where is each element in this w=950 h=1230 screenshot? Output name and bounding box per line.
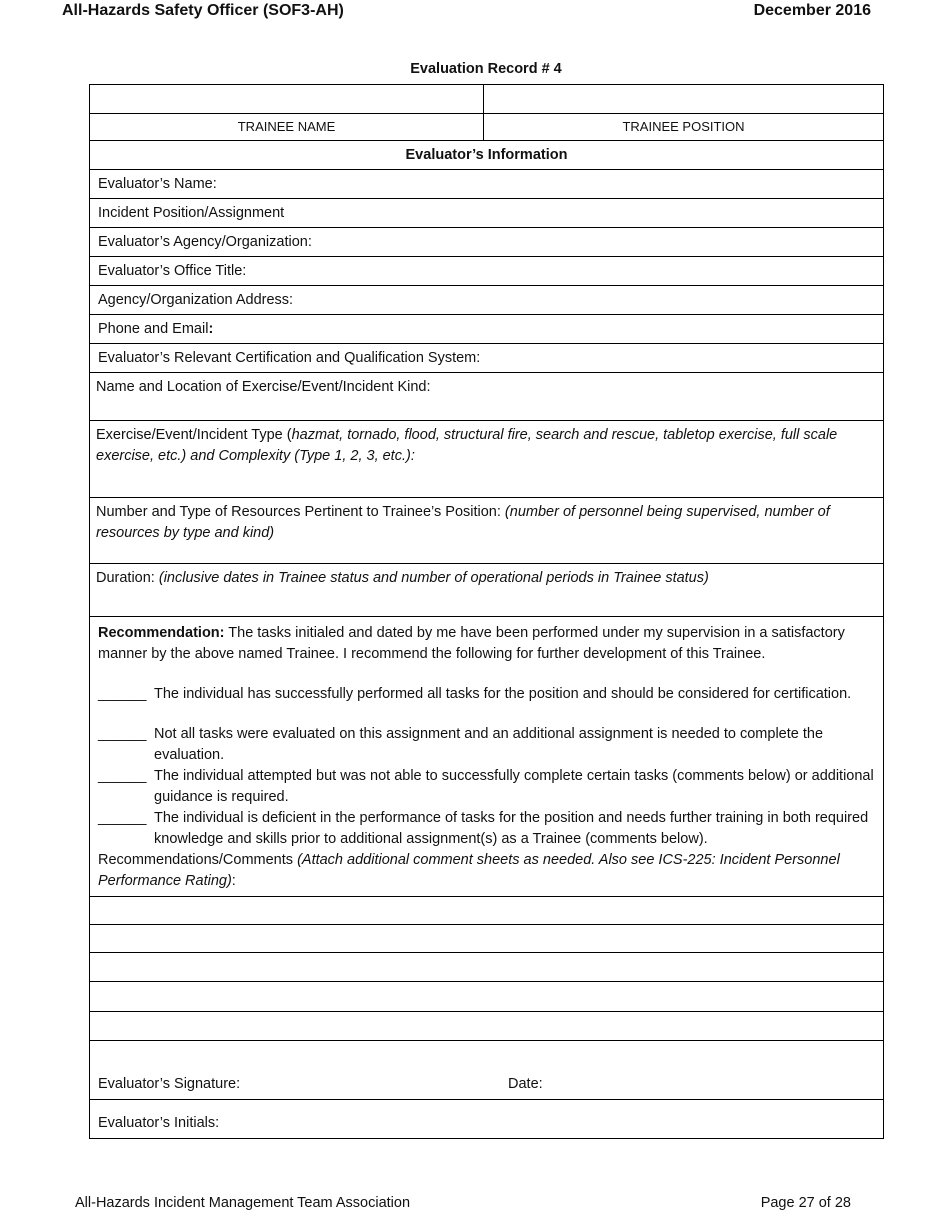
recommendation-option-1[interactable] (98, 684, 875, 705)
footer-organization: All-Hazards Incident Management Team Association (75, 1195, 411, 1211)
evaluator-office-title-field[interactable]: Evaluator’s Office Title: (90, 257, 884, 286)
event-recommendation-table (89, 372, 884, 1139)
event-type-label: Exercise/Event/Incident Type ( (96, 427, 292, 443)
option-text: The individual is deficient in the performance of tasks for the position and needs further training in both required knowledge and skills prior to additional assignment(s) as a Trainee (comments below). (154, 810, 869, 847)
trainee-position-field[interactable] (484, 85, 884, 114)
duration-label: Duration: (96, 570, 159, 586)
resources-hint: (number of personnel being supervised, number of resources by type and kind) (96, 504, 830, 541)
incident-position-field[interactable]: Incident Position/Assignment (90, 199, 884, 228)
option-blank[interactable]: ______ (98, 686, 147, 702)
comment-line-4[interactable] (90, 982, 884, 1012)
header-date: December 2016 (753, 2, 871, 19)
option-blank[interactable]: ______ (98, 726, 147, 742)
recommendation-block (90, 617, 884, 897)
recommendation-label: Recommendation: (98, 625, 225, 641)
option-text: The individual has successfully performed all tasks for the position and should be considered for certification. (154, 686, 852, 702)
phone-email-colon: : (208, 321, 214, 337)
comments-hint: (Attach additional comment sheets as needed. Also see ICS-225: Incident Personnel Performance Rating) (98, 852, 840, 889)
option-text: Not all tasks were evaluated on this assignment and an additional assignment is needed to complete the evaluation. (154, 726, 824, 763)
date-label: Date: (508, 1076, 543, 1092)
trainee-position-label: TRAINEE POSITION (484, 114, 884, 141)
evaluator-info-table (89, 84, 884, 373)
trainee-name-label: TRAINEE NAME (90, 114, 484, 141)
recommendation-option-4[interactable] (98, 808, 875, 850)
phone-email-field[interactable] (90, 315, 884, 344)
page-title: Evaluation Record # 4 (410, 61, 562, 77)
comment-line-3[interactable] (90, 953, 884, 982)
evaluator-info-heading: Evaluator’s Information (90, 141, 884, 170)
footer-page-number: Page 27 of 28 (760, 1195, 851, 1211)
signature-row[interactable] (90, 1041, 884, 1100)
phone-email-label: Phone and Email (98, 321, 209, 337)
option-blank[interactable]: ______ (98, 768, 147, 784)
event-name-location-field[interactable] (90, 373, 884, 421)
trainee-name-field[interactable] (90, 85, 484, 114)
option-text: The individual attempted but was not able to successfully complete certain tasks (comments below) or additional guidance is required. (154, 768, 874, 805)
agency-address-field[interactable]: Agency/Organization Address: (90, 286, 884, 315)
signature-label: Evaluator’s Signature: (98, 1076, 241, 1092)
initials-row[interactable] (90, 1100, 884, 1139)
recommendation-option-3[interactable] (98, 766, 875, 808)
comment-line-5[interactable] (90, 1012, 884, 1041)
evaluator-name-field[interactable]: Evaluator’s Name: (90, 170, 884, 199)
event-name-location-label: Name and Location of Exercise/Event/Incident Kind: (96, 379, 431, 395)
duration-field[interactable] (90, 564, 884, 617)
event-type-hint: hazmat, tornado, flood, structural fire, search and rescue, tabletop exercise, full scale exercise, etc.) and Complexity (Type 1, 2, 3, etc.): (96, 427, 838, 464)
comment-line-2[interactable] (90, 925, 884, 953)
recommendation-text: The tasks initialed and dated by me have been performed under my supervision in a satisfactory manner by the above named Trainee. I recommend the following for further development of this Trainee. (98, 625, 845, 662)
resources-field[interactable] (90, 498, 884, 564)
header-document-title: All-Hazards Safety Officer (SOF3-AH) (62, 2, 344, 19)
duration-hint: (inclusive dates in Trainee status and number of operational periods in Trainee status) (158, 570, 709, 586)
event-type-field[interactable] (90, 421, 884, 498)
comments-label: Recommendations/Comments (98, 852, 298, 868)
comment-line-1[interactable] (90, 897, 884, 925)
certification-system-field[interactable]: Evaluator’s Relevant Certification and Qualification System: (90, 344, 884, 373)
recommendation-option-2[interactable] (98, 724, 875, 766)
initials-label: Evaluator’s Initials: (98, 1115, 220, 1131)
option-blank[interactable]: ______ (98, 810, 147, 826)
resources-label: Number and Type of Resources Pertinent to Trainee’s Position: (96, 504, 505, 520)
comments-colon: : (231, 873, 236, 889)
evaluator-agency-field[interactable]: Evaluator’s Agency/Organization: (90, 228, 884, 257)
